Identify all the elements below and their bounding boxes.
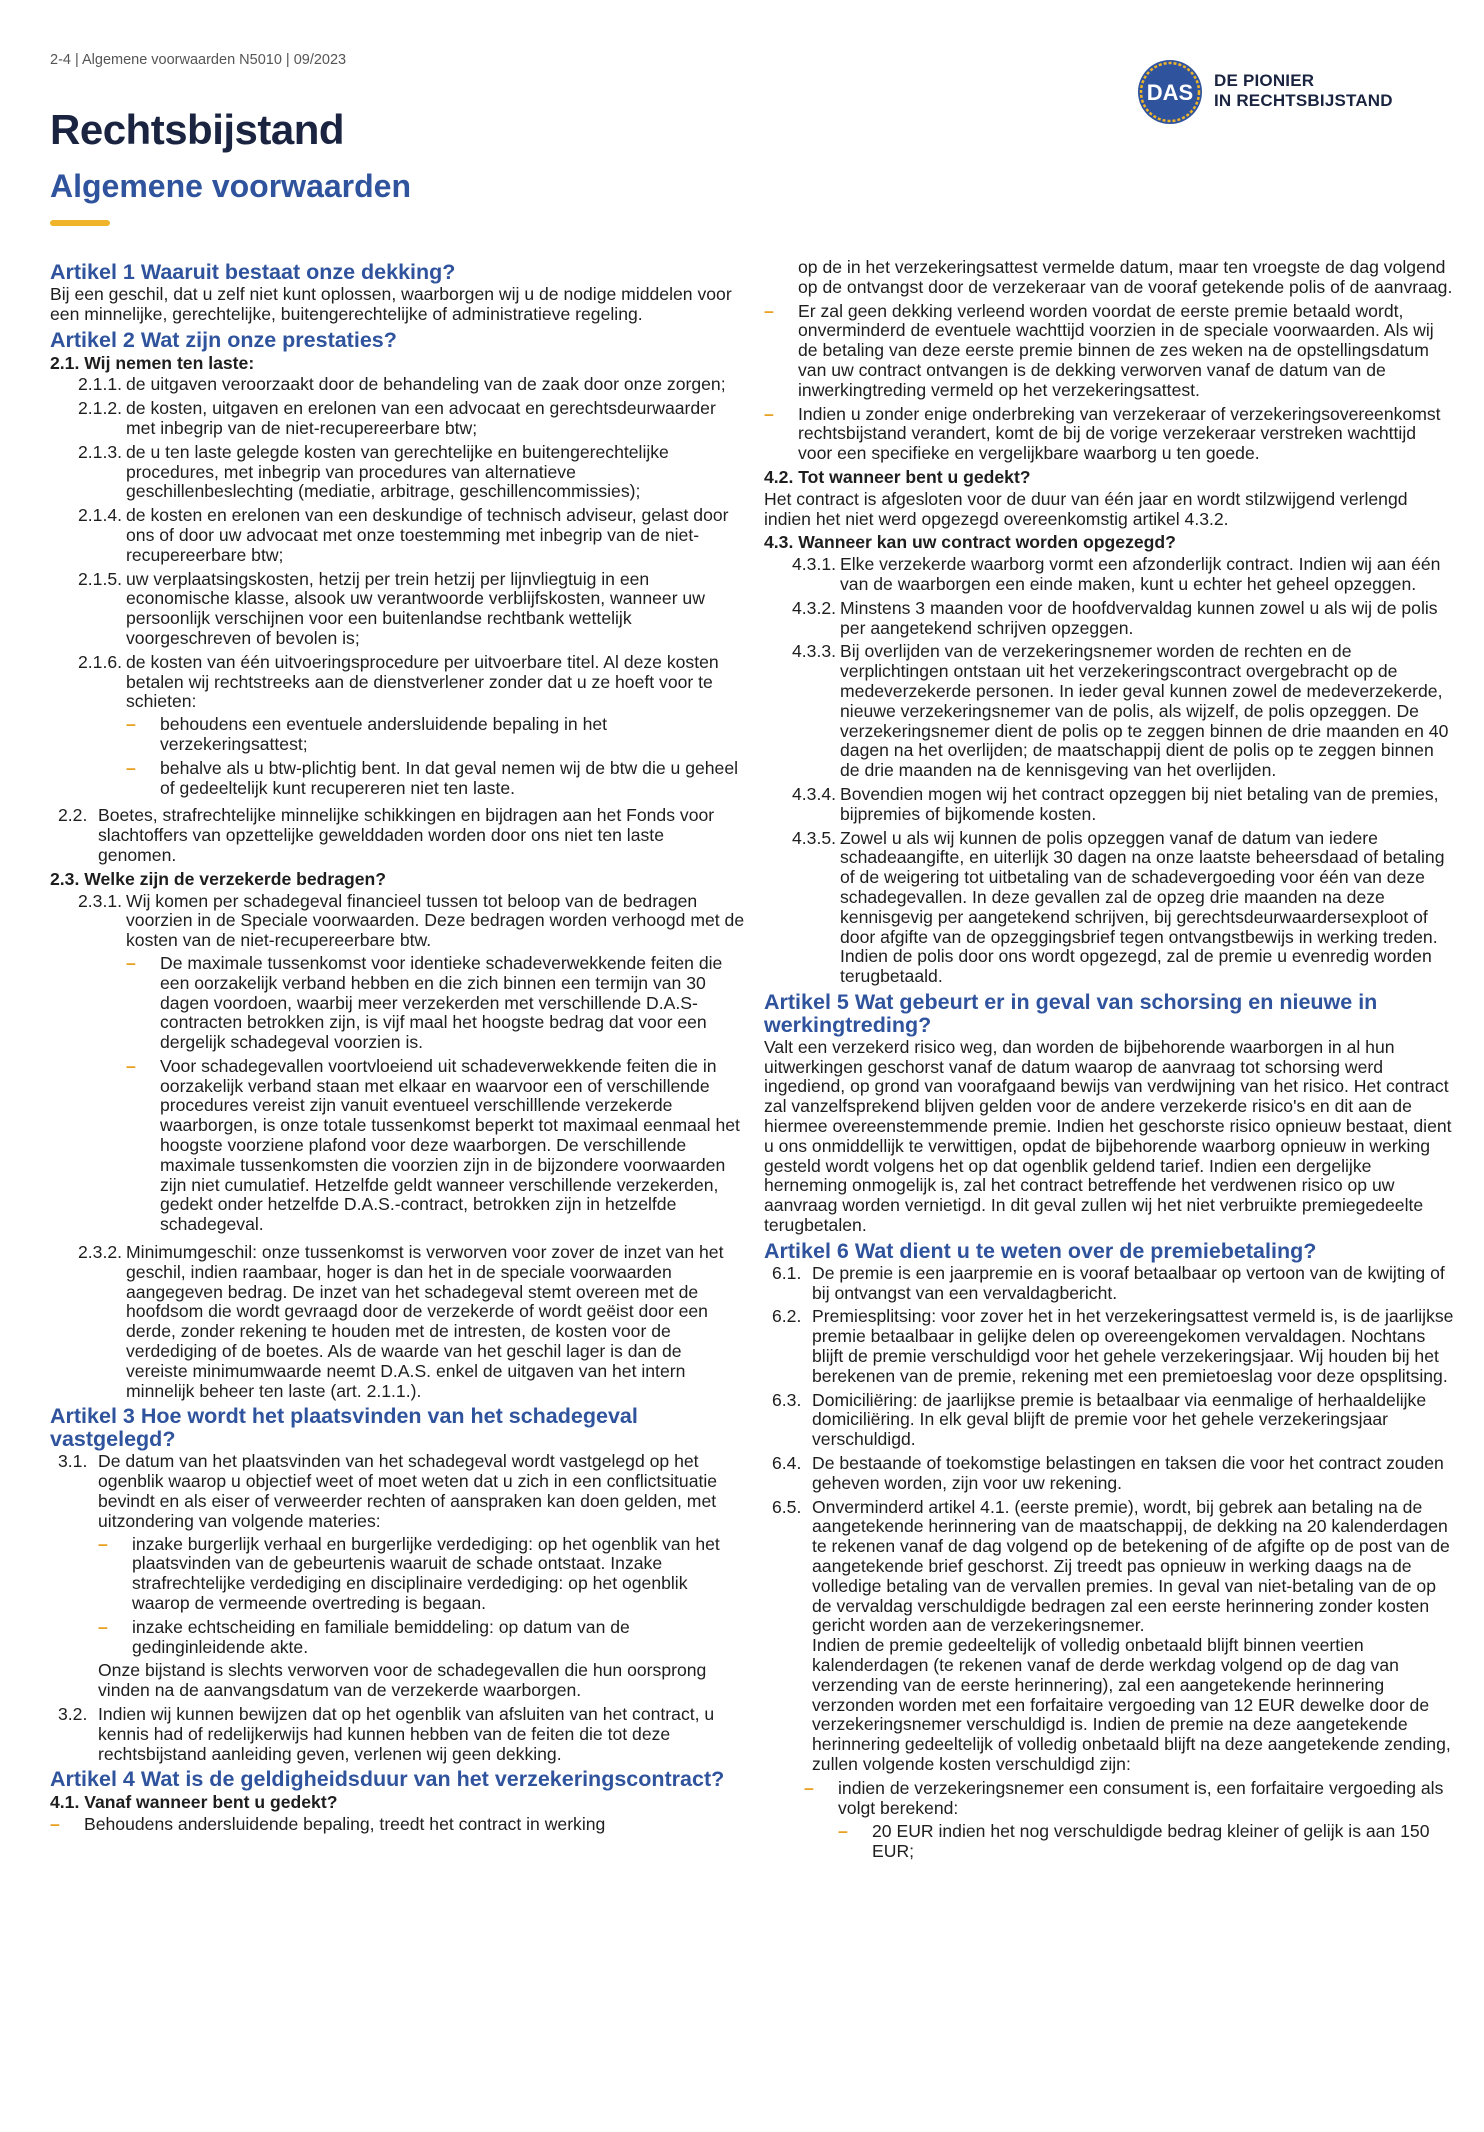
clause-text: de kosten van één uitvoeringsprocedure per uitvoerbare titel. Al deze kosten betalen wij rechtstreeks aan de dienstverlener zonder dat u ze hoeft voor te schieten: — [126, 651, 719, 712]
clause-text: De premie is een jaarpremie en is vooraf betaalbaar op vertoon van de kwijting of bij ontvangst van een vervaldagbericht. — [812, 1262, 1445, 1303]
clause-4-3-1 — [764, 555, 1454, 595]
dash-icon: – — [764, 300, 774, 321]
clause-6-1 — [764, 1264, 1454, 1304]
clause-3-1 — [50, 1452, 745, 1701]
clause-number: 2.1.6. — [78, 651, 123, 672]
clause-2-3-2 — [50, 1243, 745, 1401]
clause-text: Zowel u als wij kunnen de polis opzeggen vanaf de datum van iedere schadeaangifte, en uiterlijk 30 dagen na onze laatste beheersdaad of betaling of de weigering tot uitbetaling van de schadevergoeding voor één van deze schadegevallen. In deze gevallen zal de opzeg drie maanden na deze kennisgevig per aangetekend schrijven, bij gerechtsdeurwaardersexploot of door afgifte van de opzeggingsbrief tegen ontvangstbewijs in werking treden. Indien de polis door ons wordt opgezegd, zal de premie u evenredig worden terugbetaald. — [840, 827, 1445, 987]
clause-text: de kosten, uitgaven en erelonen van een advocaat en gerechtsdeurwaarder met inbegrip van de niet-recupereerbare btw; — [126, 398, 716, 438]
clause-number: 3.2. — [58, 1704, 88, 1724]
clause-number: 4.3.4. — [792, 783, 837, 804]
clause-text: Minstens 3 maanden voor de hoofdvervaldag kunnen zowel u als wij de polis per aangetekend schrijven opzeggen. — [840, 597, 1438, 638]
dash-item-continued: op de in het verzekeringsattest vermelde datum, maar ten vroegste de dag volgend op de ontvangst door de verzekeraar van de vooraf getekende polis of de aanvraag. — [798, 257, 1453, 297]
dash-icon: – — [126, 714, 136, 735]
dash-icon: – — [804, 1777, 814, 1798]
right-column — [764, 258, 1454, 1866]
clause-2-2 — [50, 806, 745, 865]
logo-tagline — [1214, 71, 1393, 111]
tagline-line-2: IN RECHTSBIJSTAND — [1214, 91, 1393, 110]
clause-2-3-1 — [50, 892, 745, 1240]
clause-text: Bovendien mogen wij het contract opzeggen bij niet betaling van de premies, bijpremies of bijkomende kosten. — [840, 783, 1439, 824]
dash-icon: – — [126, 1055, 136, 1076]
clause-number: 6.2. — [772, 1306, 802, 1327]
dash-list — [126, 715, 745, 798]
clause-text: Premiesplitsing: voor zover het in het verzekeringsattest vermeld is, is de jaarlijkse premie betaalbaar in gelijke delen op overeengekomen vervaldagen. Nochtans blijft de premie verschuldigd voor het gehele verzekeringsjaar. Wij houden bij het berekenen van de premie, rekening met een premietoeslag voor deze opsplitsing. — [812, 1306, 1454, 1386]
clause-text: de uitgaven veroorzaakt door de behandeling van de zaak door onze zorgen; — [126, 374, 726, 395]
dash-item: – behoudens een eventuele andersluidende bepaling in het verzekeringsattest; — [126, 714, 608, 754]
left-column — [50, 258, 745, 1839]
dash-icon: – — [126, 757, 136, 778]
clause-number: 2.1.2. — [78, 398, 123, 419]
clause-text: uw verplaatsingskosten, hetzij per trein hetzij per lijnvliegtuig in een economische klasse, alsook uw verantwoorde verblijfskosten, wanneer uw persoonlijk verschijnen voor een buitenlandse rechtbank wettelijk voorgeschreven of bevolen is; — [126, 568, 705, 648]
clause-6-2 — [764, 1307, 1454, 1386]
dash-icon: – — [838, 1821, 848, 1842]
clause-text: Wij komen per schadegeval financieel tussen tot beloop van de bedragen voorzien in de Speciale voorwaarden. Deze bedragen worden verhoogd met de kosten van de niet-recupereerbare btw. — [126, 890, 745, 951]
clause-number: 6.5. — [772, 1496, 802, 1517]
dash-icon: – — [98, 1616, 108, 1637]
clause-number: 2.1.5. — [78, 568, 123, 589]
clause-text: Onverminderd artikel 4.1. (eerste premie), wordt, bij gebrek aan betaling na de aangetekende herinnering van de maatschappij, de dekking na 20 kalenderdagen te rekenen vanaf de dag volgend op de betekening of de afgifte op de post van de aangetekende brief geschorst. Zij treedt pas opnieuw in werking daags na de volledige betaling van de vervallen premies. In geval van niet-betaling van de op de vervaldag verschuldigde bedragen zal een eerste herinnering zonder kosten gericht worden aan de verzekeringsnemer. — [812, 1496, 1450, 1636]
section-2-3-heading: 2.3. Welke zijn de verzekerde bedragen? — [50, 868, 387, 889]
article-2-heading: Artikel 2 Wat zijn onze prestaties? — [50, 327, 397, 352]
title-underline — [50, 220, 110, 226]
dash-icon: – — [50, 1814, 60, 1835]
clause-2-1-2 — [50, 399, 745, 439]
clause-number: 4.3.1. — [792, 554, 837, 575]
article-6-heading: Artikel 6 Wat dient u te weten over de premiebetaling? — [764, 1238, 1317, 1263]
clause-text: Domiciliëring: de jaarlijkse premie is betaalbaar via eenmalige of herhaaldelijke domiciliëring. In elk geval blijft de premie voor het gehele verzekeringsjaar verschuldigd. — [812, 1389, 1427, 1450]
dash-item: – behalve als u btw-plichtig bent. In dat geval nemen wij de btw die u geheel of gedeeltelijk kunt recupereren niet ten laste. — [126, 757, 739, 798]
article-5-heading: Artikel 5 Wat gebeurt er in geval van schorsing en nieuwe in werkingtreding? — [764, 989, 1378, 1037]
section-4-2-text: Het contract is afgesloten voor de duur van één jaar en wordt stilzwijgend verlengd indien het niet werd opgezegd overeenkomstig artikel 4.3.2. — [764, 488, 1408, 529]
das-seal-icon — [1136, 58, 1204, 126]
article-5-text: Valt een verzekerd risico weg, dan worden de bijbehorende waarborgen in al hun uitwerkingen geschorst vanaf de datum waarop de aanvraag tot schorsing werd ingediend, op grond van voorafgaand bewijs van verdwijning van het risico. Het contract zal vanzelfsprekend blijven gelden voor de andere verzekerde risico's en dit aan de hiermee overeenstemmende premie. Indien het geschorste risico opnieuw bestaat, dient u ons onmiddellijk te verwittigen, opdat de bijbehorende waarborg opnieuw in werking gesteld wordt volgens het op dat ogenblik geldend tarief. Indien een dergelijke herneming onmogelijk is, zal het contract betreffende het verdwenen risico op uw aanvraag worden vernietigd. In dit geval zullen wij het niet verbruikte premiegedeelte terugbetalen. — [764, 1036, 1452, 1236]
clause-number: 2.3.2. — [78, 1242, 123, 1263]
clause-text: de kosten en erelonen van een deskundige of technisch adviseur, gelast door ons of door uw advocaat met onze toestemming met inbegrip van de niet-recupereerbare btw; — [126, 505, 729, 565]
clause-3-2 — [50, 1705, 745, 1764]
clause-number: 2.1.4. — [78, 505, 123, 526]
dash-item: – indien de verzekeringsnemer een consument is, een forfaitaire vergoeding als volgt berekend: — [804, 1777, 1444, 1818]
clause-number: 4.3.5. — [792, 827, 837, 848]
clause-number: 3.1. — [58, 1451, 88, 1472]
clause-6-4 — [764, 1454, 1454, 1494]
clause-4-3-4 — [764, 785, 1454, 825]
clause-text: de u ten laste gelegde kosten van gerechtelijke en buitengerechtelijke procedures, met inbegrip van procedures van alternatieve geschillenbeslechting (mediatie, arbitrage, geschillencommissies); — [126, 441, 669, 502]
dash-list — [126, 954, 745, 1235]
clause-number: 2.1.1. — [78, 374, 123, 395]
dash-item: – 20 EUR indien het nog verschuldigde bedrag kleiner of gelijk is aan 150 EUR; — [838, 1821, 1430, 1862]
clause-4-3-5 — [764, 829, 1454, 987]
clause-4-3-2 — [764, 599, 1454, 639]
clause-number: 6.3. — [772, 1389, 802, 1410]
clause-number: 6.1. — [772, 1262, 802, 1283]
dash-icon: – — [126, 952, 136, 973]
dash-item: – inzake echtscheiding en familiale bemiddeling: op datum van de gedinginleidende akte. — [98, 1616, 630, 1657]
dash-item: – Indien u zonder enige onderbreking van verzekeraar of verzekeringsovereenkomst rechtsbijstand verandert, komt de bij de vorige verzekeraar verstreken wachttijd voor een specifieke en vergelijkbare waarborg u ten goede. — [764, 403, 1441, 464]
page-title: Rechtsbijstand — [50, 106, 345, 153]
dash-item: – inzake burgerlijk verhaal en burgerlijke verdediging: op het ogenblik van het plaatsvinden van de gebeurtenis waaruit de schade ontstaat. Inzake strafrechtelijke verdediging en disciplinaire verdediging: op het ogenblik waarop de vermeende overtreding is begaan. — [98, 1533, 720, 1614]
dash-item: – Behoudens andersluidende bepaling, treedt het contract in werking — [50, 1814, 606, 1835]
clause-6-3 — [764, 1391, 1454, 1450]
clause-3-1-note: Onze bijstand is slechts verworven voor de schadegevallen die hun oorsprong vinden na de aanvangsdatum van de verzekerde waarborgen. — [98, 1660, 707, 1701]
clause-number: 4.3.3. — [792, 641, 837, 662]
logo-text: DAS — [1146, 80, 1194, 105]
clause-4-3-3 — [764, 642, 1454, 781]
article-3-heading: Artikel 3 Hoe wordt het plaatsvinden van het schadegeval vastgelegd? — [50, 1404, 638, 1452]
article-1-text: Bij een geschil, dat u zelf niet kunt oplossen, waarborgen wij u de nodige middelen voor een minnelijke, gerechtelijke, buitengerechtelijke of administratieve regeling. — [50, 284, 732, 324]
clause-number: 2.3.1. — [78, 890, 123, 911]
tagline-line-1: DE PIONIER — [1214, 71, 1315, 90]
clause-text: Elke verzekerde waarborg vormt een afzonderlijk contract. Indien wij aan één van de waarborgen een einde maken, kunt u echter het geheel opzeggen. — [840, 554, 1441, 594]
das-logo — [1136, 58, 1436, 126]
clause-2-1-3 — [50, 443, 745, 502]
dash-icon: – — [764, 403, 774, 424]
clause-2-1-4 — [50, 506, 745, 565]
clause-6-5-note: Indien de premie gedeeltelijk of volledig onbetaald blijft binnen veertien kalenderdagen (te rekenen vanaf de derde werkdag volgend op de dag van verzending van de eerste herinnering), zal een aangetekende herinnering verzonden worden met een forfaitaire vergoeding van 12 EUR dewelke door de verzekeringsnemer verschuldigd is. Indien de premie na deze aangetekende herinnering gedeeltelijk of volledig onbetaald blijft na deze aangetekende zending, zullen volgende kosten verschuldigd zijn: — [812, 1635, 1451, 1774]
section-4-3-heading: 4.3. Wanneer kan uw contract worden opgezegd? — [764, 532, 1176, 553]
clause-text: De datum van het plaatsvinden van het schadegeval wordt vastgelegd op het ogenblik waarop u objectief weet of moet weten dat u zich in een conflictsituatie bevindt en als eiser of verweerder rechten of aanspraken kan doen gelden, met uitzondering van volgende materies: — [98, 1451, 718, 1531]
section-2-1-heading: 2.1. Wij nemen ten laste: — [50, 352, 255, 373]
section-4-2-heading: 4.2. Tot wanneer bent u gedekt? — [764, 466, 1031, 487]
dash-list — [98, 1535, 745, 1658]
clause-text: Boetes, strafrechtelijke minnelijke schikkingen en bijdragen aan het Fonds voor slachtoffers van opzettelijke gewelddaden worden door ons niet ten laste genomen. — [98, 805, 715, 865]
section-4-1-heading: 4.1. Vanaf wanneer bent u gedekt? — [50, 1792, 338, 1813]
clause-6-5 — [764, 1498, 1454, 1775]
clause-2-1-5 — [50, 570, 745, 649]
dash-item: – Er zal geen dekking verleend worden voordat de eerste premie betaald wordt, onverminderd de eventuele wachttijd voorzien in de speciale voorwaarden. Als wij de betaling van deze eerste premie binnen de zes weken na de opstellingsdatum van uw contract ontvangen is de dekking verworven vanaf de datum van de inwerkingtreding vermeld op het verzekeringsattest. — [764, 300, 1434, 400]
dash-item: – De maximale tussenkomst voor identieke schadeverwekkende feiten die een oorzakelijk verband hebben en die zich binnen een termijn van 30 dagen voordoen, waarbij meer verzekerden met verschillende D.A.S-contracten betrokken zijn, is vijf maal het hoogste bedrag dat voor een dergelijk schadegeval voorzien is. — [126, 952, 723, 1053]
clause-2-1-6 — [50, 653, 745, 803]
article-1-heading: Artikel 1 Waaruit bestaat onze dekking? — [50, 260, 456, 284]
document-meta: 2-4 | Algemene voorwaarden N5010 | 09/2023 — [50, 52, 347, 68]
clause-number: 2.2. — [58, 805, 88, 826]
clause-number: 2.1.3. — [78, 441, 123, 462]
clause-text: Indien wij kunnen bewijzen dat op het ogenblik van afsluiten van het contract, u kennis had of redelijkerwijs had kunnen hebben van de feiten die tot deze rechtsbijstand aanleiding geven, verlenen wij geen dekking. — [98, 1704, 715, 1764]
clause-2-1-1 — [50, 375, 745, 395]
clause-text: Bij overlijden van de verzekeringsnemer worden de rechten en de verplichtingen ontstaan uit het verzekeringscontract overgebracht op de medeverzekerde personen. In ieder geval kunnen zowel de medeverzekerde, nieuwe verzekeringsnemer van de polis, als wijzelf, de polis opzeggen. De verzekeringsnemer dient de polis op te zeggen binnen de drie maanden en 40 dagen na het overlijden; de maatschappij dient de polis op te zeggen binnen de drie maanden na de kennisgeving van het overlijden. — [840, 641, 1449, 781]
article-4-heading: Artikel 4 Wat is de geldigheidsduur van het verzekeringscontract? — [50, 1767, 725, 1792]
clause-number: 4.3.2. — [792, 597, 837, 618]
dash-item: – Voor schadegevallen voortvloeiend uit schadeverwekkende feiten die in oorzakelijk verband staan met elkaar en waarvoor een of verschillende procedures vereist zijn vanuit eventueel verschilllende verzekerde waarborgen, is onze totale tussenkomst beperkt tot maximaal eenmaal het hoogste voorziene plafond voor deze waarborgen. De verschillende maximale tussenkomsten die voorzien zijn in de bijzondere voorwaarden zijn niet cumulatief. Hetzelfde geldt wanneer verschillende verzekerden, gedekt onder hetzelfde D.A.S.-contract, betrokken zijn in hetzelfde schadegeval. — [126, 1055, 740, 1235]
dash-icon: – — [98, 1533, 108, 1554]
clause-text: Minimumgeschil: onze tussenkomst is verworven voor zover de inzet van het geschil, indien raambaar, hoger is dan het in de speciale voorwaarden aangegeven bedrag. De inzet van het schadegeval stemt overeen met de hoofdsom die wordt gevraagd door de verzekerde of wordt geëist door een derde, zonder rekening te houden met de intresten, de kosten voor de verdediging of de boetes. Als de waarde van het geschil lager is dan de vereiste minimumwaarde neemt D.A.S. enkel de uitgaven van het intern minnelijk beheer ten laste (art. 2.1.1.). — [126, 1242, 724, 1401]
page-subtitle: Algemene voorwaarden — [50, 168, 411, 204]
clause-text: De bestaande of toekomstige belastingen en taksen die voor het contract zouden geheven worden, zijn voor uw rekening. — [812, 1453, 1444, 1493]
clause-number: 6.4. — [772, 1453, 802, 1474]
